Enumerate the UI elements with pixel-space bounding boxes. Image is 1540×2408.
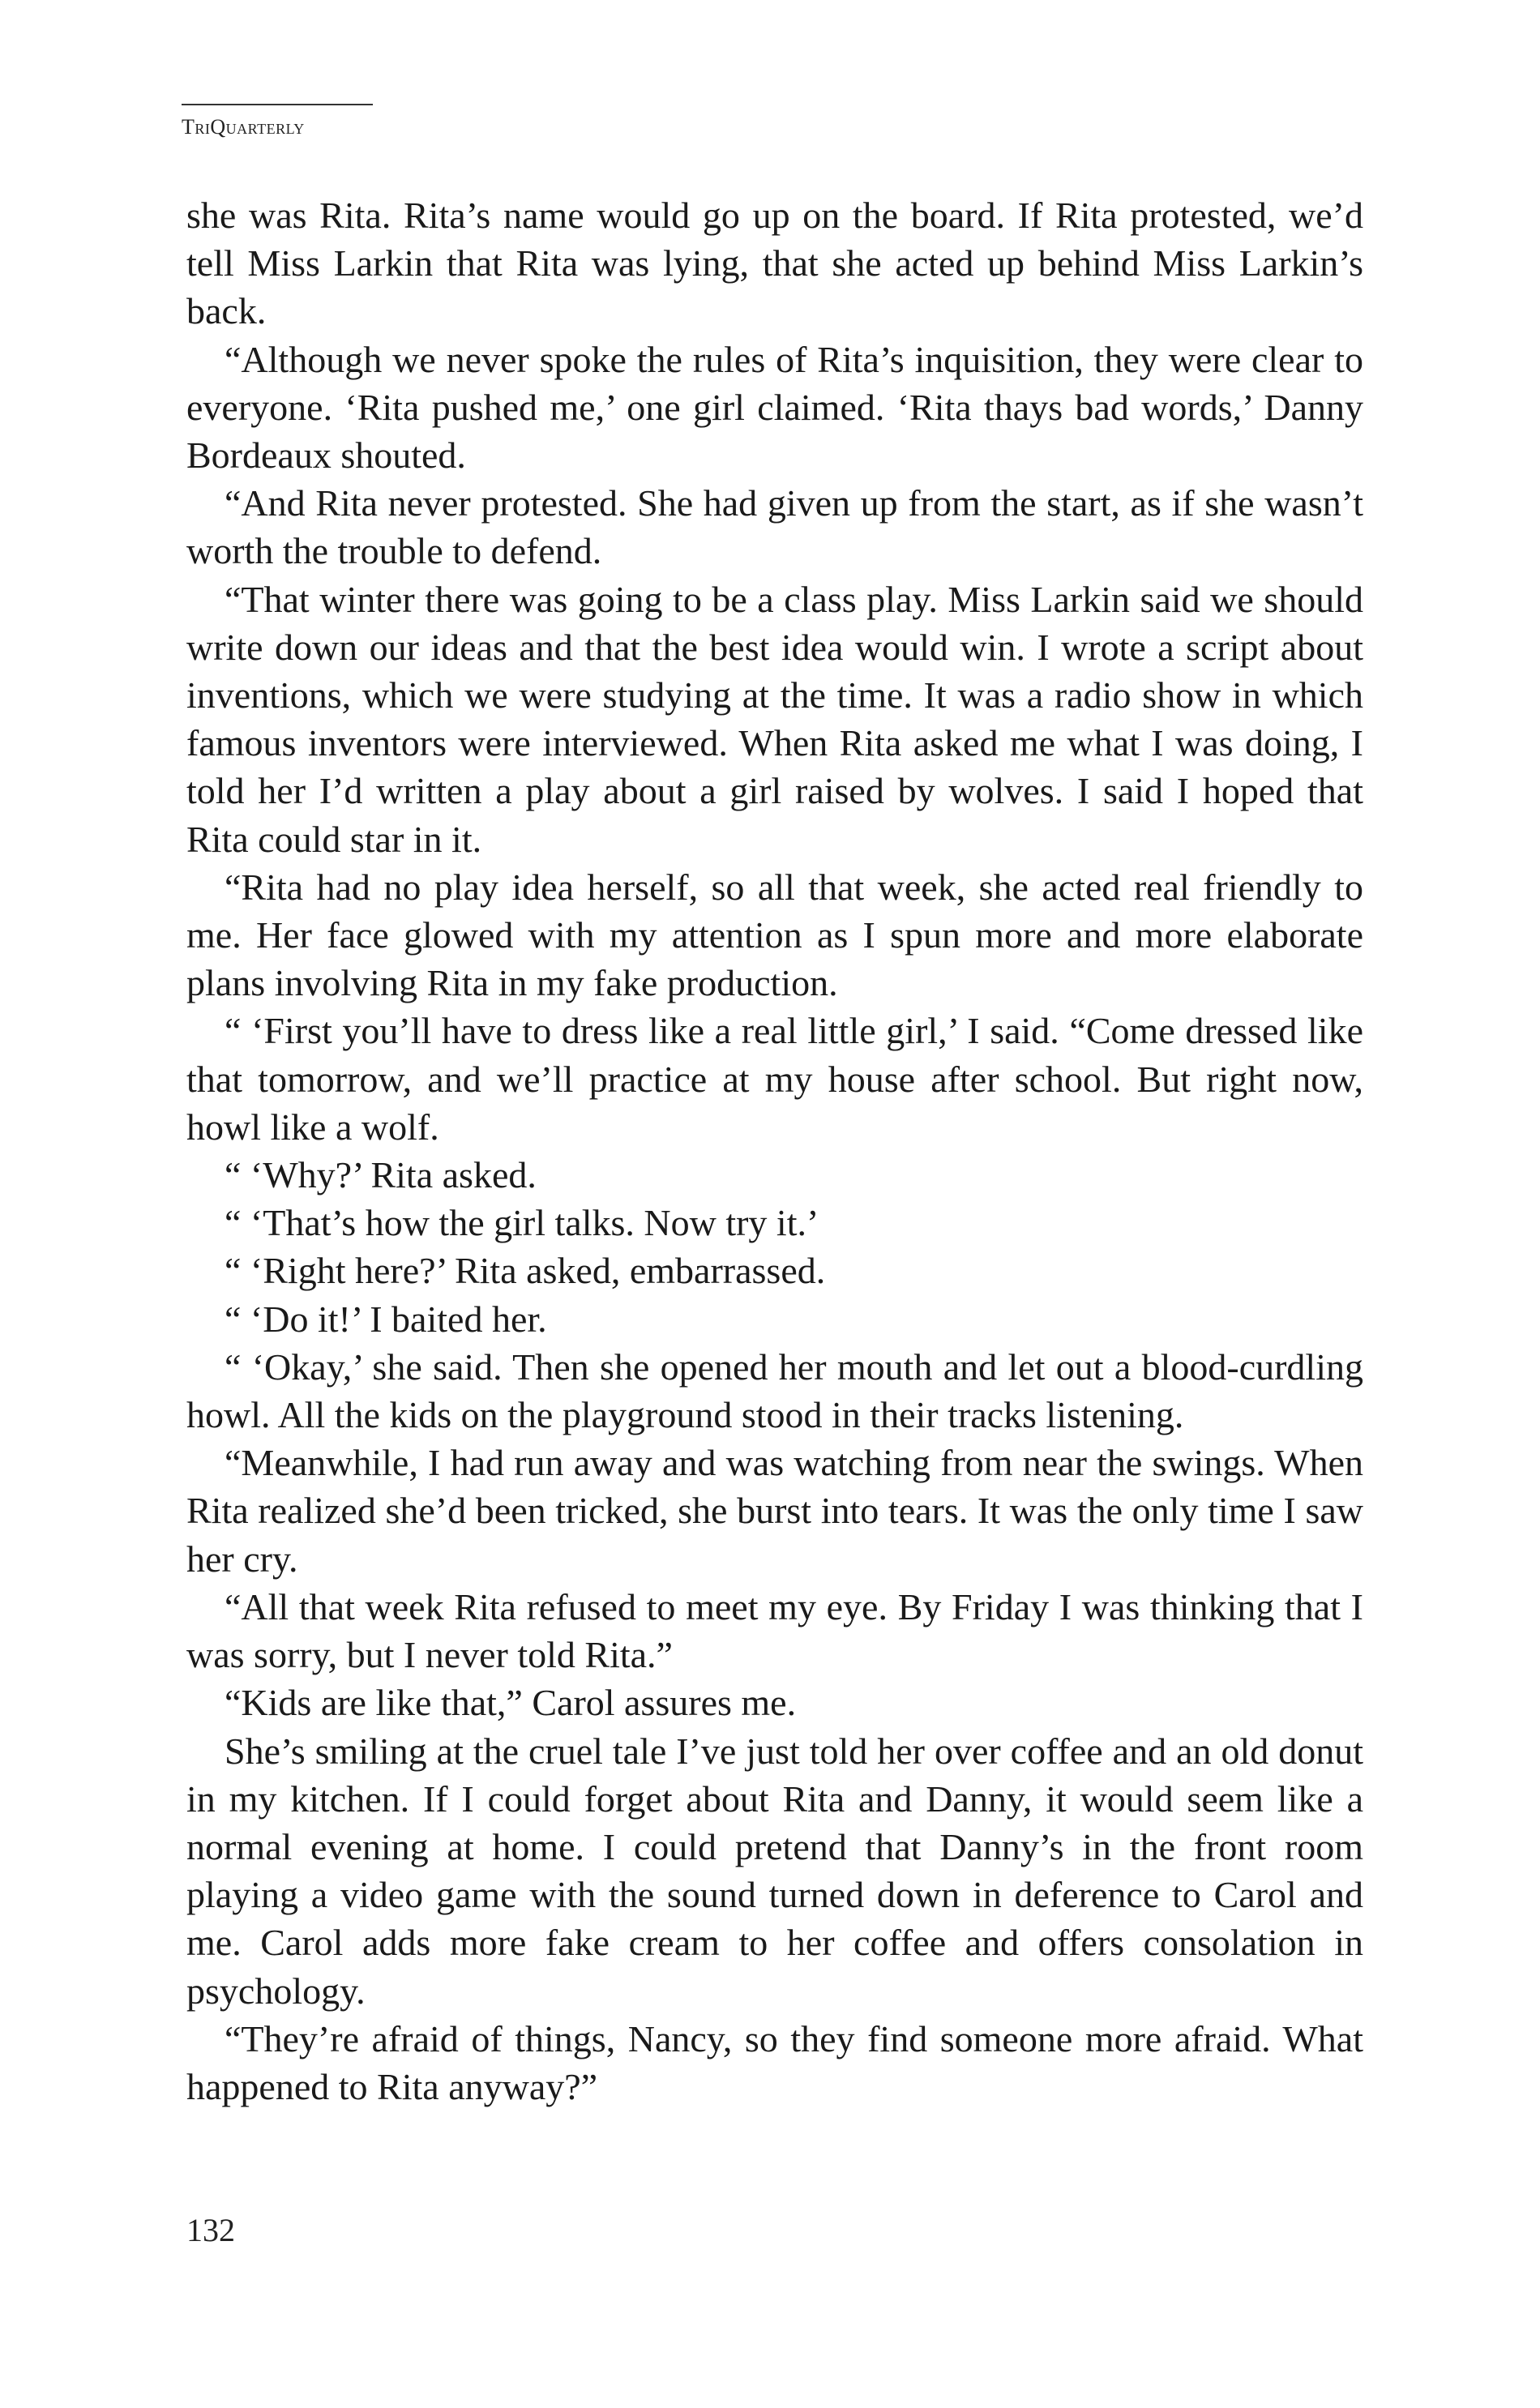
- paragraph: “ ‘Right here?’ Rita asked, embarrassed.: [225, 1250, 826, 1292]
- paragraph: “ ‘That’s how the girl talks. Now try it.’: [225, 1202, 819, 1244]
- paragraph: “Although we never spoke the rules of Rita’s inquisition, they were clear to everyone. ‘Rita pushed me,’ one girl claimed. ‘Rita thays bad words,’ Danny Bordeaux shouted.: [186, 338, 1363, 477]
- paragraph: “They’re afraid of things, Nancy, so they find someone more afraid. What happened to Rita anyway?”: [186, 2017, 1363, 2107]
- paragraph: “ ‘Do it!’ I baited her.: [225, 1298, 547, 1340]
- body-text: [186, 191, 1363, 2111]
- paragraph: “Kids are like that,” Carol assures me.: [225, 1682, 797, 1724]
- paragraph: “All that week Rita refused to meet my eye. By Friday I was thinking that I was sorry, but I never told Rita.”: [186, 1585, 1363, 1676]
- paragraph: “ ‘Okay,’ she said. Then she opened her mouth and let out a blood-curdling howl. All the kids on the playground stood in their tracks listening.: [186, 1345, 1363, 1436]
- paragraph: “ ‘Why?’ Rita asked.: [225, 1154, 537, 1196]
- paragraph: “That winter there was going to be a class play. Miss Larkin said we should write down our ideas and that the best idea would win. I wrote a script about inventions, which we were studying at the time. It was a radio show in which famous inventors were interviewed. When Rita asked me what I was doing, I told her I’d written a play about a girl raised by wolves. I said I hoped that Rita could star in it.: [186, 578, 1363, 860]
- paragraph: She’s smiling at the cruel tale I’ve just told her over coffee and an old donut in my kitchen. If I could forget about Rita and Danny, it would seem like a normal evening at home. I could pretend that Danny’s in the front room playing a video game with the sound turned down in deference to Carol and me. Carol adds more fake cream to her coffee and offers consolation in psychology.: [186, 1730, 1363, 2012]
- paragraph: she was Rita. Rita’s name would go up on the board. If Rita protested, we’d tell Miss Larkin that Rita was lying, that she acted up behind Miss Larkin’s back.: [186, 195, 1363, 332]
- page-number: 132: [186, 2212, 235, 2248]
- paragraph: “And Rita never protested. She had given up from the start, as if she wasn’t worth the trouble to defend.: [186, 482, 1363, 572]
- paragraph: “ ‘First you’ll have to dress like a real little girl,’ I said. “Come dressed like that tomorrow, and we’ll practice at my house after school. But right now, howl like a wolf.: [186, 1010, 1363, 1148]
- paragraph: “Meanwhile, I had run away and was watching from near the swings. When Rita realized she’d been tricked, she burst into tears. It was the only time I saw her cry.: [186, 1442, 1363, 1580]
- running-head: TriQuarterly: [182, 104, 373, 139]
- paragraph: “Rita had no play idea herself, so all that week, she acted real friendly to me. Her face glowed with my attention as I spun more and more elaborate plans involving Rita in my fake production.: [186, 866, 1363, 1004]
